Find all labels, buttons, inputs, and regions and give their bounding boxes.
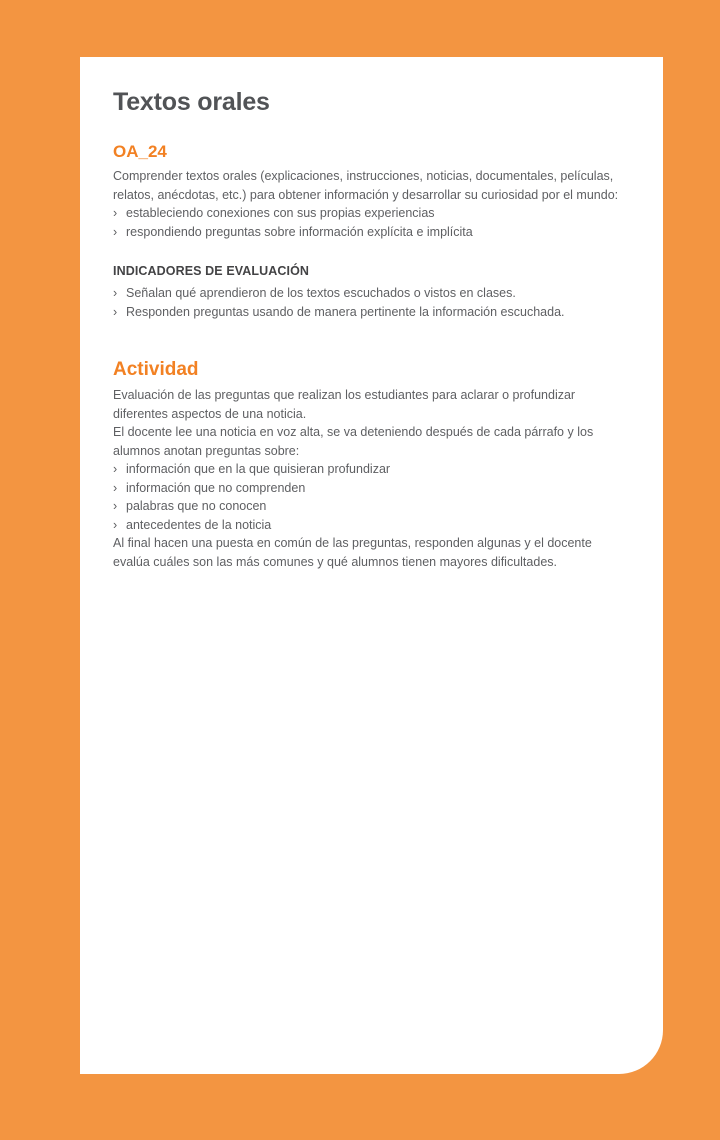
bullet-text: información que no comprenden bbox=[126, 480, 306, 495]
list-item bbox=[113, 479, 627, 498]
list-item bbox=[113, 303, 627, 322]
indicadores-bullet-list bbox=[113, 284, 627, 321]
section-indicadores bbox=[113, 264, 627, 321]
actividad-paragraph-2: El docente lee una noticia en voz alta, se va deteniendo después de cada párrafo y los alumnos anotan preguntas sobre: bbox=[113, 425, 594, 458]
actividad-bullet-list bbox=[113, 460, 627, 534]
list-item bbox=[113, 460, 627, 479]
bullet-marker: › bbox=[113, 462, 118, 476]
bullet-marker: › bbox=[113, 224, 118, 239]
bullet-text: Responden preguntas usando de manera pertinente la información escuchada. bbox=[126, 304, 565, 319]
document-page bbox=[80, 57, 663, 1074]
oa-heading: OA_24 bbox=[113, 142, 167, 161]
oa-intro-paragraph: Comprender textos orales (explicaciones, instrucciones, noticias, documentales, películas, relatos, anécdotas, etc.) para obtener información y desarrollar su curiosidad por el mundo: bbox=[113, 169, 619, 202]
indicadores-heading: INDICADORES DE EVALUACIÓN bbox=[113, 264, 310, 278]
actividad-paragraph-1: Evaluación de las preguntas que realizan los estudiantes para aclarar o profundizar diferentes aspectos de una noticia. bbox=[113, 388, 576, 421]
list-item bbox=[113, 223, 627, 242]
bullet-text: estableciendo conexiones con sus propias experiencias bbox=[126, 206, 435, 220]
list-item bbox=[113, 204, 627, 223]
actividad-paragraph-3: Al final hacen una puesta en común de las preguntas, responden algunas y el docente evalúa cuáles son las más comunes y qué alumnos tienen mayores dificultades. bbox=[113, 536, 592, 569]
bullet-text: antecedentes de la noticia bbox=[126, 517, 272, 532]
list-item bbox=[113, 497, 627, 516]
bullet-marker: › bbox=[113, 499, 118, 513]
bullet-marker: › bbox=[113, 206, 118, 220]
bullet-marker: › bbox=[113, 480, 118, 495]
bullet-text: Señalan qué aprendieron de los textos escuchados o vistos en clases. bbox=[126, 286, 516, 300]
list-item bbox=[113, 284, 627, 303]
bullet-marker: › bbox=[113, 286, 118, 300]
oa-bullet-list bbox=[113, 204, 627, 241]
section-actividad bbox=[113, 358, 627, 571]
section-oa bbox=[113, 142, 627, 241]
bullet-text: palabras que no conocen bbox=[126, 499, 267, 513]
page-title: Textos orales bbox=[113, 88, 270, 116]
bullet-marker: › bbox=[113, 304, 118, 319]
actividad-heading: Actividad bbox=[113, 359, 199, 380]
page-content bbox=[80, 57, 663, 571]
bullet-marker: › bbox=[113, 517, 118, 532]
bullet-text: información que en la que quisieran profundizar bbox=[126, 462, 391, 476]
list-item bbox=[113, 516, 627, 535]
bullet-text: respondiendo preguntas sobre información explícita e implícita bbox=[126, 224, 473, 239]
